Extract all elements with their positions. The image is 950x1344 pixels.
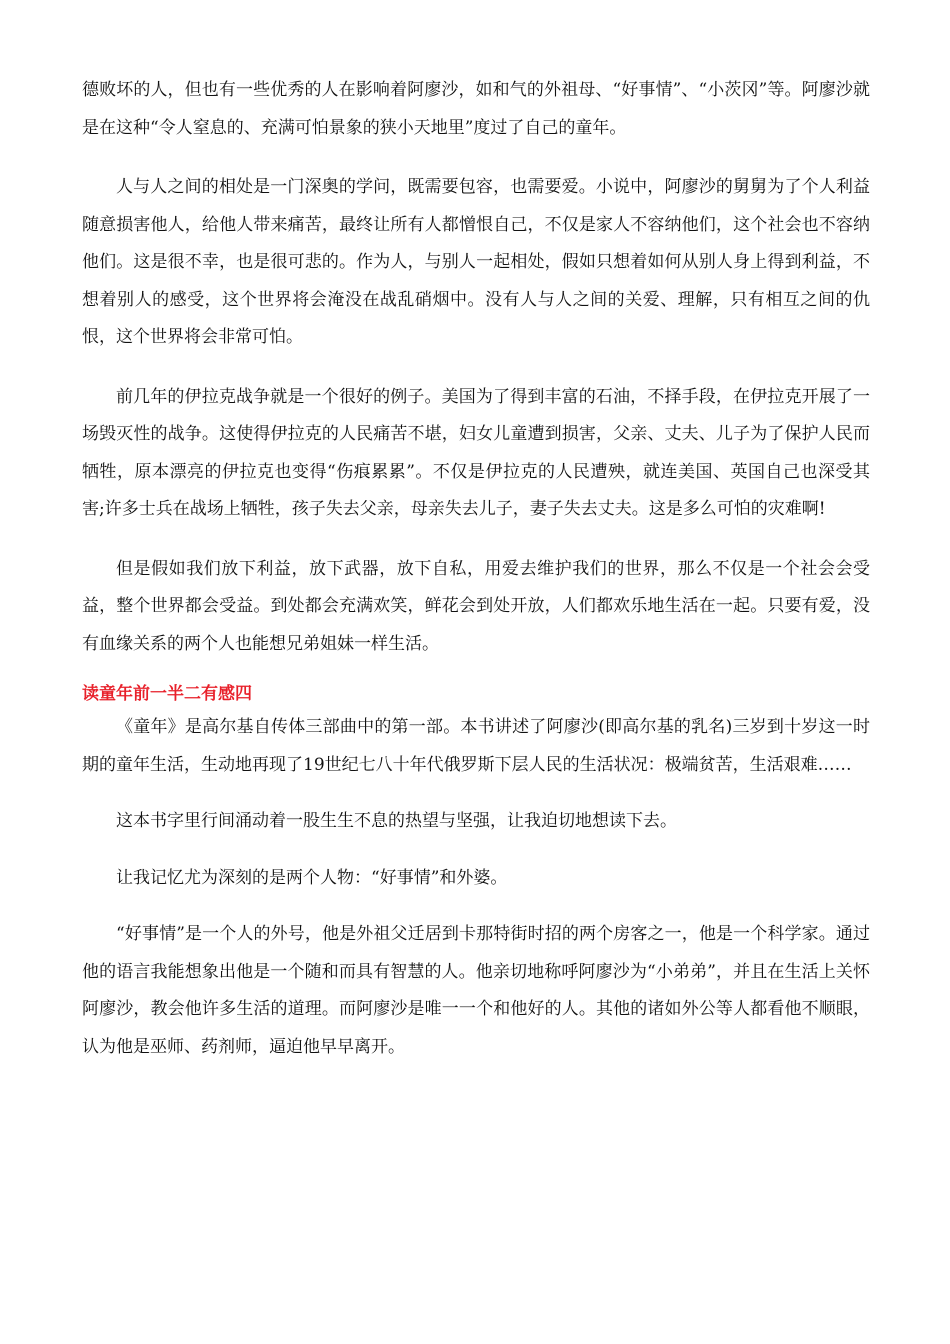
paragraph-two-characters: 让我记忆尤为深刻的是两个人物：“好事情”和外婆。 bbox=[116, 867, 508, 888]
paragraph-book-intro: 《童年》是高尔基自传体三部曲中的第一部。本书讲述了阿廖沙(即高尔基的乳名)三岁到十岁这一时期的童年生活，生动地再现了19世纪七八十年代俄罗斯下层人民的生活状况：极端贫苦，生活艰难…… bbox=[82, 717, 870, 775]
paragraph-iraq-war: 前几年的伊拉克战争就是一个很好的例子。美国为了得到丰富的石油，不择手段，在伊拉克开展了一场毁灭性的战争。这使得伊拉克的人民痛苦不堪，妇女儿童遭到损害，父亲、丈夫、儿子为了保护人民而牺牲，原本漂亮的伊拉克也变得“伤痕累累”。不仅是伊拉克的人民遭殃，就连美国、英国自己也深受其害;许多士兵在战场上牺牲，孩子失去父亲，母亲失去儿子，妻子失去丈夫。这是多么可怕的灾难啊! bbox=[82, 386, 870, 519]
paragraph-relationships: 人与人之间的相处是一门深奥的学问，既需要包容，也需要爱。小说中，阿廖沙的舅舅为了个人利益随意损害他人，给他人带来痛苦，最终让所有人都憎恨自己，不仅是家人不容纳他们，这个社会也不容纳他们。这是很不幸，也是很可悲的。作为人，与别人一起相处，假如只想着如何从别人身上得到利益，不想着别人的感受，这个世界将会淹没在战乱硝烟中。没有人与人之间的关爱、理解，只有相互之间的仇恨，这个世界将会非常可怕。 bbox=[82, 177, 870, 347]
paragraph-hope: 这本书字里行间涌动着一股生生不息的热望与坚强，让我迫切地想读下去。 bbox=[116, 811, 677, 831]
section-heading: 读童年前一半二有感四 bbox=[82, 684, 252, 704]
paragraph-love: 但是假如我们放下利益，放下武器，放下自私，用爱去维护我们的世界，那么不仅是一个社会会受益，整个世界都会受益。到处都会充满欢笑，鲜花会到处开放，人们都欢乐地生活在一起。只要有爱，没有血缘关系的两个人也能想兄弟姐妹一样生活。 bbox=[82, 558, 870, 654]
document-page bbox=[82, 72, 870, 1066]
paragraph-continuation: 德败坏的人，但也有一些优秀的人在影响着阿廖沙，如和气的外祖母、“好事情”、“小茨冈”等。阿廖沙就是在这种“令人窒息的、充满可怕景象的狭小天地里”度过了自己的童年。 bbox=[82, 80, 870, 138]
paragraph-good-thing: “好事情”是一个人的外号，他是外祖父迁居到卡那特街时招的两个房客之一，他是一个科学家。通过他的语言我能想象出他是一个随和而具有智慧的人。他亲切地称呼阿廖沙为“小弟弟”，并且在生活上关怀阿廖沙，教会他许多生活的道理。而阿廖沙是唯一一个和他好的人。其他的诸如外公等人都看他不顺眼，认为他是巫师、药剂师，逼迫他早早离开。 bbox=[82, 924, 870, 1057]
